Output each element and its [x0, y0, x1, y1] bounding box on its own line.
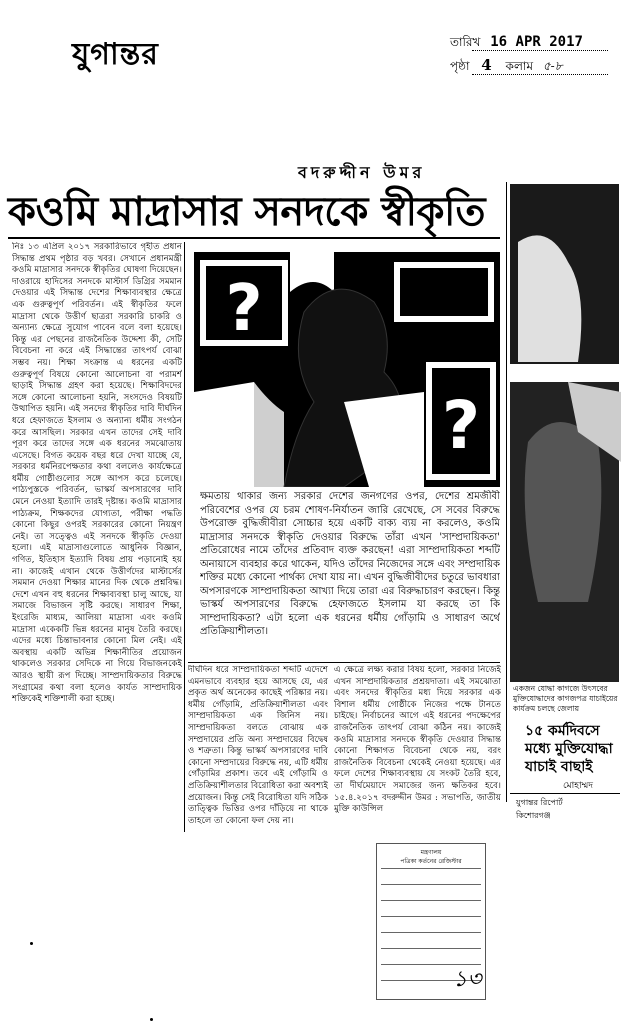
side-story-rule	[510, 793, 620, 794]
lower-section-rule	[188, 662, 500, 663]
side-story-meta	[516, 797, 620, 823]
register-title: মন্ত্রণালয়	[420, 849, 442, 856]
register-initials: ১৩	[453, 967, 482, 992]
clipping-stamp	[450, 32, 608, 80]
stamp-date-value: 16 APR 2017	[490, 34, 583, 50]
right-top-card-inner	[400, 268, 488, 316]
article-headline: কওমি মাদ্রাসার সনদকে স্বীকৃতি	[8, 188, 485, 235]
photo-person-shape	[525, 422, 602, 602]
left-question-mark: ?	[225, 272, 263, 346]
side-story-author: মোহাম্মদ	[563, 781, 594, 791]
side-story-meta-1: যুগান্তর রিপোর্ট	[516, 798, 563, 807]
column-divider	[184, 242, 185, 832]
office-register-stamp	[376, 843, 486, 1000]
stamp-line-2	[472, 74, 608, 75]
headline-rule	[8, 237, 500, 239]
newspaper-masthead: যুগান্তর	[72, 37, 159, 72]
stamp-date-row	[450, 34, 583, 54]
side-story-divider	[506, 182, 507, 802]
article-wide-text: ক্ষমতায় থাকার জন্য সরকার দেশের জনগণের ওপর, দেশের শ্রমজীবী পরিবেশের ওপর যে চরম শোষণ-নির্যাতন জারি রেখেছে, সে সবের বিরুদ্ধে উপরোক্ত বুদ্ধিজীবীরা সোচ্চার হয়ে একটি বাক্য ব্যয় না করলেও, কওমি মাদ্রাসার সনদকে স্বীকৃতি দেওয়ার বিরুদ্ধে তাঁরা এখন 'সাম্প্রদায়িকতা' প্রতিরোধের নামে তাঁদের প্রতিবাদ ব্যক্ত করছেন! এরা সাম্প্রদায়িকতা শব্দটি অনায়াসে ব্যবহার করে থাকেন, যদিও তাঁদের নিজেদের সঙ্গে এবং সম্প্রদায়িক শক্তির মধ্যে কোনো পার্থক্য দেখা যায় না। এখন বুদ্ধিজীবীদের চতুরে ভাবধারা অপসারণকে সাম্প্রদায়িকতা আখ্যা দিয়ে তারা এর বিরুদ্ধাচারণ করছেন। কিন্তু ভাস্কর্য অপসারণের বিরুদ্ধে হেফাজতে ইসলাম যা করছে তা কি সাম্প্রদায়িকতা? এটা হলো এক ধরনের ধর্মীয় গোঁড়ামি ও সাধারণ অর্থে প্রতিক্রিয়াশীলতা।	[200, 491, 500, 637]
register-line	[381, 884, 481, 885]
register-line	[381, 868, 481, 869]
stamp-line-1	[472, 50, 608, 51]
article-illustration	[194, 252, 500, 487]
stamp-column-value: ৫-৮	[542, 59, 563, 73]
register-line	[381, 916, 481, 917]
open-book-left-page	[194, 382, 254, 487]
register-line	[381, 948, 481, 949]
stamp-page-label: পৃষ্ঠা	[450, 59, 470, 73]
side-story-headline: ১৫ কর্মদিবসে মধ্যে মুক্তিযোদ্ধা যাচাই বাছাই	[525, 723, 613, 775]
scan-speck	[30, 942, 33, 945]
article-column-lower-b: এ ক্ষেত্রে লক্ষ্য করার বিষয় হলো, সরকার নিজেই এখন সাম্প্রদায়িকতার প্রশ্রয়দাতা। এই সমঝোতা এবং সনদের স্বীকৃতির মধ্য দিয়ে সরকার এক বিশাল ধর্মীয় গোষ্ঠীকে নিজের পক্ষে টানতে চাইছে। নির্বাচনের আগে এই ধরনের পদক্ষেপের রাজনৈতিক তাৎপর্য বোঝা কঠিন নয়। কাজেই কওমি মাদ্রাসার সনদকে স্বীকৃতি দেওয়ার সিদ্ধান্ত কোনো শিক্ষাগত বিবেচনা থেকে নয়, বরং রাজনৈতিক বিবেচনা থেকেই নেওয়া হয়েছে। এর ফলে দেশের শিক্ষাব্যবস্থায় যে সংকট তৈরি হবে, তা দীর্ঘমেয়াদে সমাজের জন্য ক্ষতিকর হবে। ১৫.৪.২০১৭ বদরুদ্দীন উমর : সভাপতি, জাতীয় মুক্তি কাউন্সিল	[334, 665, 501, 815]
article-column-lower-a: দীর্ঘদিন ধরে সাম্প্রদায়িকতা শব্দটি এদেশে এমনভাবে ব্যবহার হয়ে আসছে যে, এর প্রকৃত অর্থ অনেকের কাছেই পরিষ্কার নয়। ধর্মীয় গোঁড়ামি, প্রতিক্রিয়াশীলতা এবং সাম্প্রদায়িকতা এক জিনিস নয়। সাম্প্রদায়িকতা বলতে বোঝায় এক সম্প্রদায়ের প্রতি অন্য সম্প্রদায়ের বিদ্বেষ ও শত্রুতা। কিন্তু ভাস্কর্য অপসারণের দাবি কোনো সম্প্রদায়ের বিরুদ্ধে নয়, এটি ধর্মীয় গোঁড়ামির প্রকাশ। তবে এই গোঁড়ামি ও প্রতিক্রিয়াশীলতার বিরোধিতা করা অবশ্যই প্রয়োজন। কিন্তু সেই বিরোধিতা যদি সঠিক তাত্ত্বিক ভিত্তির ওপর দাঁড়িয়ে না থাকে তাহলে তা কোনো ফল দেয় না।	[188, 665, 328, 826]
article-column-1: নিঃ ১৩ এপ্রিল ২০১৭ সরকারিভাবে গৃহীত প্রধান সিদ্ধান্ত প্রথম পৃষ্ঠার বড় খবর। সেখানে প্রধানমন্ত্রী কওমি মাদ্রাসার সনদকে স্বীকৃতির ঘোষণা দিয়েছেন। দাওরায়ে হাদিসের সনদকে মাস্টার্স ডিগ্রির সমমান দেওয়ার এই সিদ্ধান্ত দেশের শিক্ষাব্যবস্থার ক্ষেত্রে এক গুরুত্বপূর্ণ পরিবর্তন। এই স্বীকৃতির ফলে মাদ্রাসা থেকে উত্তীর্ণ ছাত্ররা সরকারি চাকরি ও অন্যান্য ক্ষেত্রে সুযোগ পাবেন বলে বলা হয়েছে। কিন্তু এর পেছনের রাজনৈতিক উদ্দেশ্য কী, সেটি বিবেচনা না করে এই সিদ্ধান্তের তাৎপর্য বোঝা সম্ভব নয়। শিক্ষা সংক্রান্ত এ ধরনের একটি গুরুত্বপূর্ণ বিষয়ে কোনো আলোচনা বা পরামর্শ ছাড়াই সিদ্ধান্ত গ্রহণ করা হয়েছে। শিক্ষাবিদদের সঙ্গে কোনো আলোচনা হয়নি, সংসদেও বিষয়টি উত্থাপিত হয়নি। এই সনদের স্বীকৃতির দাবি দীর্ঘদিন ধরে হেফাজতে ইসলাম ও অন্যান্য ধর্মীয় সংগঠন করে আসছিল। সরকার এখন তাদের সেই দাবি পূরণ করে তাদের সঙ্গে এক ধরনের সমঝোতায় এসেছে। বিগত কয়েক বছর ধরে দেখা যাচ্ছে যে, সরকার ধর্মনিরপেক্ষতার কথা বললেও কার্যক্ষেত্রে ধর্মীয় গোষ্ঠীগুলোর সঙ্গে আপস করে চলেছে। পাঠ্যপুস্তকে পরিবর্তন, ভাস্কর্য অপসারণের দাবি মেনে নেওয়া ইত্যাদি তারই দৃষ্টান্ত। কওমি মাদ্রাসার পাঠ্যক্রম, শিক্ষকদের যোগ্যতা, পরীক্ষা পদ্ধতি কোনো কিছুর ওপরই সরকারের কোনো নিয়ন্ত্রণ নেই। তা সত্ত্বেও এই সনদকে স্বীকৃতি দেওয়া হলো। এই মাদ্রাসাগুলোতে আধুনিক বিজ্ঞান, গণিত, ইতিহাস ইত্যাদি বিষয় প্রায় পড়ানোই হয় না। কাজেই এখান থেকে উত্তীর্ণদের মাস্টার্সের সমমান দেওয়া শিক্ষার মানের দিক থেকে প্রশ্নবিদ্ধ। দেশে এখন বহু ধরনের শিক্ষাব্যবস্থা চালু আছে, যা সমাজে বিভাজন সৃষ্টি করছে। সাধারণ শিক্ষা, ইংরেজি মাধ্যম, আলিয়া মাদ্রাসা এবং কওমি মাদ্রাসা একেকটি ভিন্ন ধরনের মানুষ তৈরি করছে। এদের মধ্যে চিন্তাভাবনার কোনো মিল নেই। এই অবস্থায় একটি অভিন্ন শিক্ষানীতির প্রয়োজন থাকলেও সরকার সেদিকে না গিয়ে বিভাজনকেই আরও স্থায়ী রূপ দিচ্ছে। সাম্প্রদায়িকতার বিরুদ্ধে সংগ্রামের কথা বলা হলেও কার্যত সাম্প্রদায়িক শক্তিকেই শক্তিশালী করা হচ্ছে।	[12, 242, 182, 705]
register-line	[381, 932, 481, 933]
side-story-caption: একজন যোদ্ধা কাগজে উৎসবের মুক্তিযোদ্ধাদের কাগজপত্র যাচাইয়ের কার্যক্রম চলছে জেলায়	[513, 684, 618, 713]
side-story-photo	[508, 182, 621, 682]
right-question-mark: ?	[441, 387, 481, 464]
stamp-page-value: 4	[481, 56, 492, 74]
article-byline: বদরুদ্দীন উমর	[298, 163, 426, 182]
register-subtitle: পত্রিকা কর্তনের রেজিস্টার	[400, 858, 462, 865]
side-story-meta-2: কিশোরগঞ্জ	[516, 811, 551, 820]
scan-speck	[150, 1018, 153, 1021]
stamp-date-label: তারিখ	[450, 35, 481, 49]
stamp-column-label: কলাম	[505, 59, 534, 73]
register-line	[381, 900, 481, 901]
